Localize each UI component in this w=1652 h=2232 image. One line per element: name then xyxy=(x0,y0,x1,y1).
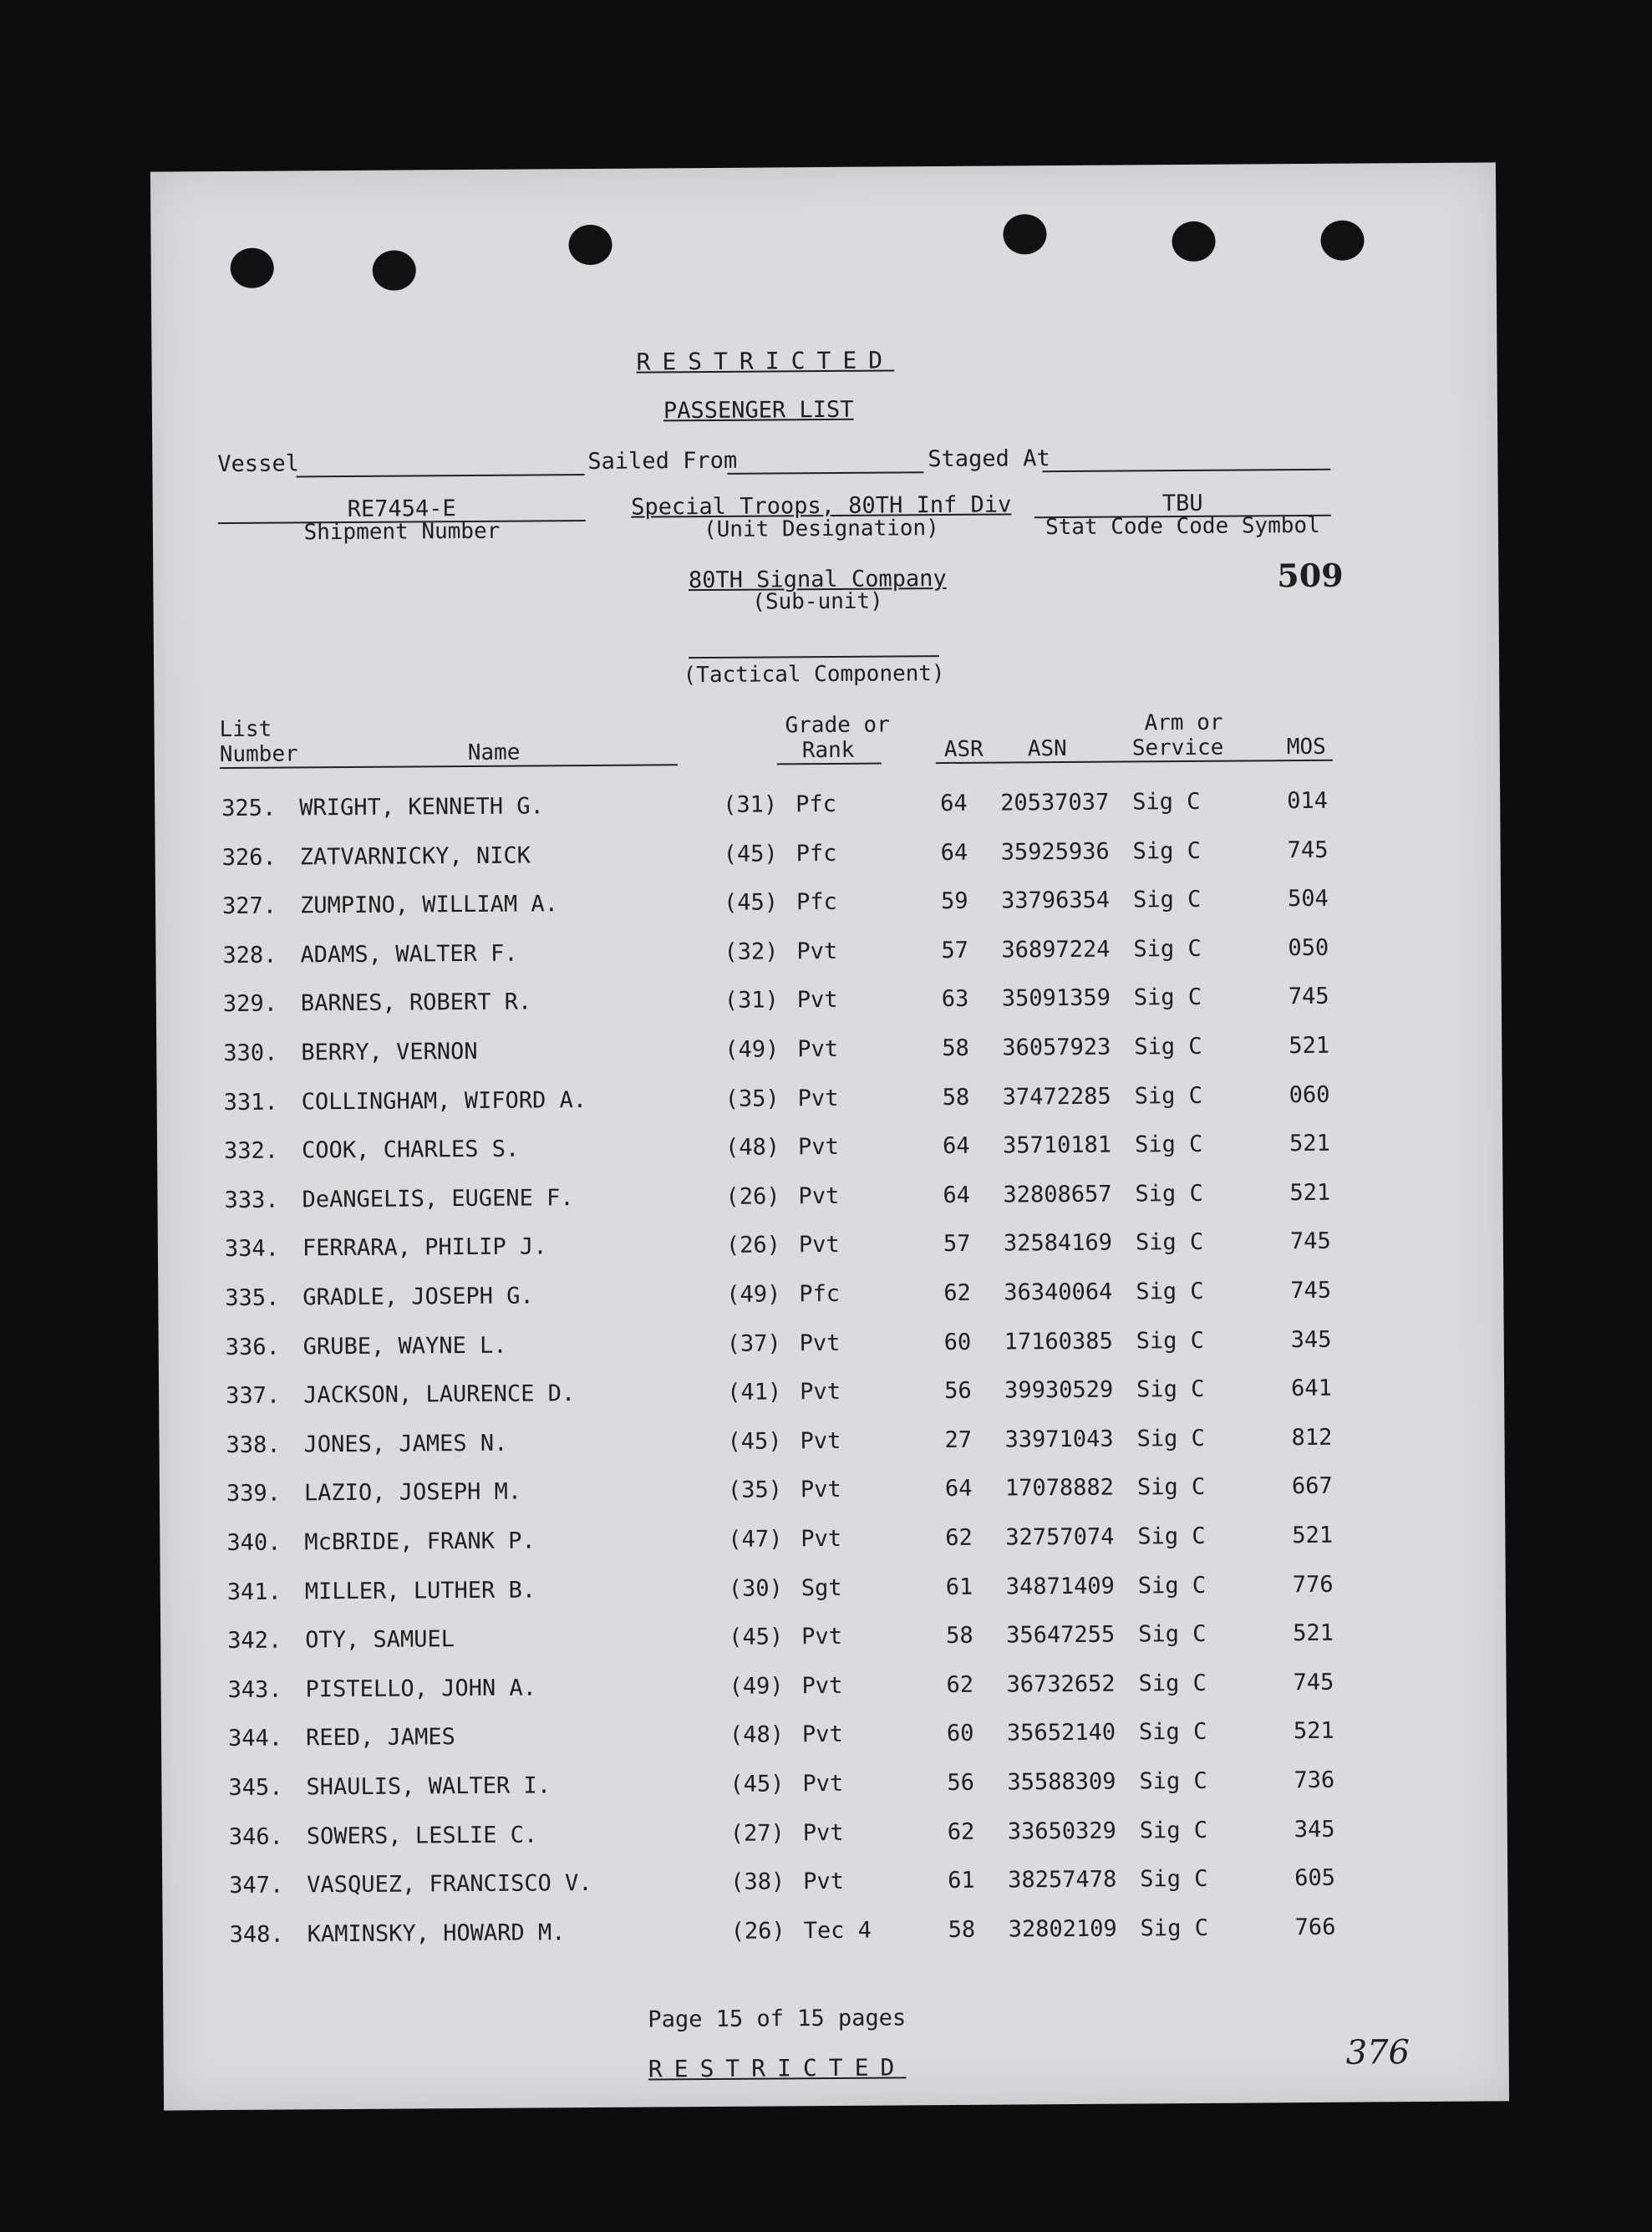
asn-cell: 36897224 xyxy=(1001,936,1111,963)
age-cell: (31) xyxy=(723,791,778,818)
grade-cell: Pvt xyxy=(801,1624,843,1650)
passenger-name-cell: OTY, SAMUEL xyxy=(305,1626,455,1654)
asr-cell: 62 xyxy=(943,1279,971,1307)
grade-cell: Pvt xyxy=(802,1819,844,1846)
table-row xyxy=(163,1913,1508,1955)
col-grade-2: Rank xyxy=(801,737,855,764)
grade-cell: Pvt xyxy=(800,1477,841,1503)
age-cell: (45) xyxy=(727,1428,782,1455)
asn-cell: 36340064 xyxy=(1004,1279,1113,1306)
col-asn: ASN xyxy=(1027,736,1067,762)
list-number-cell: 341. xyxy=(226,1579,282,1605)
code-symbol: TBU xyxy=(1161,490,1203,517)
grade-cell: Pvt xyxy=(796,987,838,1014)
mos-cell: 050 xyxy=(1288,934,1329,961)
arm-service-cell: Sig C xyxy=(1134,1131,1203,1158)
arm-service-cell: Sig C xyxy=(1138,1719,1207,1746)
grade-cell: Pvt xyxy=(802,1770,844,1797)
passenger-name-cell: VASQUEZ, FRANCISCO V. xyxy=(307,1870,592,1899)
grade-cell: Pvt xyxy=(797,1134,839,1161)
passenger-name-cell: GRUBE, WAYNE L. xyxy=(302,1332,507,1360)
passenger-name-cell: BARNES, ROBERT R. xyxy=(300,989,532,1017)
punch-hole xyxy=(568,225,612,265)
arm-service-cell: Sig C xyxy=(1135,1180,1203,1208)
staged-at-label: Staged At xyxy=(928,445,1050,473)
asr-cell: 57 xyxy=(943,1231,971,1258)
asr-cell: 59 xyxy=(940,888,968,915)
passenger-name-cell: FERRARA, PHILIP J. xyxy=(302,1233,547,1262)
age-cell: (35) xyxy=(727,1477,783,1504)
arm-service-cell: Sig C xyxy=(1132,887,1202,913)
passenger-name-cell: WRIGHT, KENNETH G. xyxy=(299,793,544,821)
mos-cell: 014 xyxy=(1287,787,1329,815)
table-row xyxy=(160,1570,1506,1613)
grade-cell: Pfc xyxy=(796,840,837,867)
age-cell: (48) xyxy=(724,1134,780,1162)
arm-service-cell: Sig C xyxy=(1138,1621,1207,1648)
document-title: PASSENGER LIST xyxy=(663,396,854,425)
asn-cell: 39930529 xyxy=(1004,1376,1114,1404)
age-cell: (30) xyxy=(728,1574,783,1602)
mos-cell: 745 xyxy=(1293,1669,1334,1696)
list-number-cell: 334. xyxy=(224,1235,280,1263)
asr-cell: 61 xyxy=(948,1867,975,1894)
age-cell: (32) xyxy=(724,938,779,965)
unit-designation: Special Troops, 80TH Inf Div xyxy=(631,491,1012,521)
list-number-cell: 333. xyxy=(224,1187,279,1213)
arm-service-cell: Sig C xyxy=(1137,1523,1206,1550)
list-number-cell: 340. xyxy=(226,1529,282,1557)
mos-cell: 060 xyxy=(1289,1081,1330,1108)
col-grade-1: Grade or xyxy=(785,712,890,739)
age-cell: (45) xyxy=(723,889,779,917)
sailed-from-label: Sailed From xyxy=(587,447,738,475)
table-row xyxy=(161,1766,1507,1808)
list-number-cell: 342. xyxy=(227,1627,282,1655)
list-number-cell: 325. xyxy=(221,795,277,822)
table-row xyxy=(158,1276,1503,1319)
sub-unit: 80TH Signal Company xyxy=(688,566,947,594)
arm-service-cell: Sig C xyxy=(1139,1817,1208,1844)
mos-cell: 504 xyxy=(1287,886,1329,913)
asn-cell: 17160385 xyxy=(1004,1328,1113,1355)
age-cell: (47) xyxy=(728,1526,783,1553)
table-row xyxy=(155,885,1501,928)
asr-cell: 58 xyxy=(942,1084,970,1111)
table-row xyxy=(155,933,1501,976)
grade-cell: Pfc xyxy=(796,791,837,818)
age-cell: (45) xyxy=(723,841,778,867)
arm-service-cell: Sig C xyxy=(1132,837,1202,865)
list-number-cell: 343. xyxy=(227,1676,282,1703)
document-page xyxy=(150,162,1509,2110)
asn-cell: 32802109 xyxy=(1008,1915,1117,1943)
list-number-cell: 328. xyxy=(222,942,277,969)
passenger-name-cell: SOWERS, LESLIE C. xyxy=(306,1822,538,1849)
grade-cell: Sgt xyxy=(801,1574,842,1601)
punch-hole xyxy=(1320,221,1364,261)
grade-cell: Pvt xyxy=(800,1427,841,1455)
grade-cell: Tec 4 xyxy=(803,1917,872,1945)
tactical-component-line xyxy=(689,655,939,658)
list-number-cell: 339. xyxy=(226,1480,282,1507)
asn-cell: 33796354 xyxy=(1000,887,1111,914)
arm-service-cell: Sig C xyxy=(1136,1376,1205,1403)
table-row xyxy=(155,786,1500,829)
mos-cell: 521 xyxy=(1289,1131,1330,1157)
mos-cell: 667 xyxy=(1291,1473,1333,1500)
age-cell: (31) xyxy=(724,987,780,1014)
asn-cell: 38257478 xyxy=(1008,1866,1117,1894)
arm-service-cell: Sig C xyxy=(1136,1474,1206,1501)
asn-cell: 20537037 xyxy=(1000,789,1110,816)
grade-cell: Pfc xyxy=(796,889,837,916)
table-row xyxy=(155,836,1501,878)
col-list-number-2: Number xyxy=(219,741,298,768)
mos-cell: 736 xyxy=(1294,1767,1335,1794)
arm-service-cell: Sig C xyxy=(1138,1670,1207,1697)
vessel-line xyxy=(296,474,584,477)
asn-cell: 35925936 xyxy=(1000,838,1110,866)
punch-hole xyxy=(231,248,274,288)
asn-cell: 35710181 xyxy=(1002,1131,1112,1159)
sailed-from-line xyxy=(727,471,923,475)
grade-cell: Pvt xyxy=(799,1330,841,1356)
arm-service-cell: Sig C xyxy=(1134,1033,1202,1060)
asr-cell: 58 xyxy=(948,1916,976,1943)
asr-cell: 62 xyxy=(946,1671,974,1698)
passenger-name-cell: SHAULIS, WALTER I. xyxy=(306,1772,552,1801)
asr-cell: 64 xyxy=(944,1476,973,1502)
shipment-number: RE7454-E xyxy=(347,496,456,523)
asn-cell: 35647255 xyxy=(1006,1621,1116,1649)
header-rule xyxy=(936,760,1333,764)
table-row xyxy=(161,1717,1507,1760)
passenger-name-cell: McBRIDE, FRANK P. xyxy=(304,1528,536,1556)
asr-cell: 60 xyxy=(946,1721,974,1747)
list-number-cell: 346. xyxy=(228,1823,283,1850)
mos-cell: 745 xyxy=(1287,836,1329,863)
grade-cell: Pvt xyxy=(798,1232,840,1258)
sub-unit-label: (Sub-unit) xyxy=(752,588,883,615)
stamp-number: 509 xyxy=(1277,556,1344,595)
classification-footer: RESTRICTED xyxy=(648,2053,907,2083)
passenger-name-cell: COLLINGHAM, WIFORD A. xyxy=(301,1086,587,1116)
mos-cell: 745 xyxy=(1288,984,1329,1010)
mos-cell: 766 xyxy=(1294,1914,1336,1940)
mos-cell: 776 xyxy=(1292,1571,1334,1598)
arm-service-cell: Sig C xyxy=(1135,1229,1204,1256)
asr-cell: 58 xyxy=(942,1035,969,1062)
age-cell: (27) xyxy=(729,1819,785,1847)
age-cell: (26) xyxy=(730,1918,785,1945)
asr-cell: 64 xyxy=(940,790,968,817)
asr-cell: 62 xyxy=(945,1524,973,1552)
passenger-name-cell: COOK, CHARLES S. xyxy=(301,1136,520,1164)
asr-cell: 57 xyxy=(941,937,969,963)
table-row xyxy=(160,1619,1506,1662)
passenger-name-cell: ZATVARNICKY, NICK xyxy=(299,842,531,871)
asn-cell: 36732652 xyxy=(1006,1670,1116,1698)
age-cell: (41) xyxy=(727,1379,782,1406)
table-row xyxy=(158,1228,1503,1270)
passenger-name-cell: DeANGELIS, EUGENE F. xyxy=(302,1184,574,1213)
mos-cell: 641 xyxy=(1291,1375,1333,1402)
asn-cell: 35652140 xyxy=(1006,1720,1116,1746)
list-number-cell: 348. xyxy=(229,1921,284,1948)
passenger-name-cell: REED, JAMES xyxy=(305,1724,455,1752)
handwritten-number: 376 xyxy=(1345,2033,1411,2072)
passenger-name-cell: MILLER, LUTHER B. xyxy=(304,1577,536,1604)
mos-cell: 521 xyxy=(1293,1619,1334,1647)
arm-service-cell: Sig C xyxy=(1133,984,1202,1011)
table-row xyxy=(160,1472,1505,1515)
arm-service-cell: Sig C xyxy=(1140,1914,1209,1942)
asr-cell: 62 xyxy=(947,1818,975,1845)
passenger-name-cell: KAMINSKY, HOWARD M. xyxy=(307,1919,566,1948)
grade-cell: Pvt xyxy=(796,938,838,965)
passenger-name-cell: ZUMPINO, WILLIAM A. xyxy=(299,891,559,919)
asn-cell: 34871409 xyxy=(1005,1573,1115,1600)
passenger-name-cell: ADAMS, WALTER F. xyxy=(300,940,518,969)
col-arm-1: Arm or xyxy=(1144,709,1223,736)
table-row xyxy=(162,1864,1507,1907)
mos-cell: 745 xyxy=(1290,1277,1332,1304)
age-cell: (48) xyxy=(729,1721,785,1749)
list-number-cell: 347. xyxy=(229,1872,284,1899)
asn-cell: 36057923 xyxy=(1002,1034,1111,1061)
col-list-number-1: List xyxy=(219,716,272,743)
table-row xyxy=(157,1080,1502,1123)
asr-cell: 63 xyxy=(941,986,969,1013)
passenger-name-cell: GRADLE, JOSEPH G. xyxy=(302,1283,534,1311)
list-number-cell: 345. xyxy=(228,1774,283,1802)
table-row xyxy=(162,1815,1507,1858)
mos-cell: 605 xyxy=(1294,1864,1336,1892)
arm-service-cell: Sig C xyxy=(1136,1327,1205,1355)
asn-cell: 17078882 xyxy=(1004,1475,1115,1502)
table-row xyxy=(157,1178,1502,1221)
grade-cell: Pvt xyxy=(801,1525,842,1553)
mos-cell: 812 xyxy=(1291,1424,1333,1451)
asn-cell: 32584169 xyxy=(1003,1230,1113,1257)
arm-service-cell: Sig C xyxy=(1132,788,1201,816)
vessel-label: Vessel xyxy=(217,450,300,478)
grade-cell: Pvt xyxy=(803,1868,845,1895)
arm-service-cell: Sig C xyxy=(1136,1425,1205,1452)
unit-designation-label: (Unit Designation) xyxy=(703,516,939,543)
asn-cell: 35588309 xyxy=(1007,1768,1116,1796)
col-arm-2: Service xyxy=(1131,735,1224,761)
asn-cell: 32808657 xyxy=(1003,1181,1112,1208)
age-cell: (37) xyxy=(726,1330,781,1357)
passenger-name-cell: BERRY, VERNON xyxy=(301,1038,478,1066)
age-cell: (45) xyxy=(729,1771,785,1797)
asr-cell: 64 xyxy=(942,1133,970,1160)
list-number-cell: 332. xyxy=(223,1137,279,1165)
asr-cell: 60 xyxy=(943,1329,972,1355)
arm-service-cell: Sig C xyxy=(1140,1866,1208,1893)
list-number-cell: 331. xyxy=(223,1089,278,1116)
grade-cell: Pvt xyxy=(797,1035,839,1063)
col-asr: ASR xyxy=(943,736,984,763)
grade-cell: Pvt xyxy=(801,1672,843,1700)
age-cell: (49) xyxy=(724,1036,780,1063)
table-row xyxy=(157,1130,1502,1172)
shipment-number-label: Shipment Number xyxy=(303,518,501,546)
punch-hole xyxy=(1172,221,1215,262)
list-number-cell: 335. xyxy=(225,1284,280,1312)
list-number-cell: 344. xyxy=(227,1725,283,1752)
mos-cell: 345 xyxy=(1290,1326,1332,1353)
age-cell: (26) xyxy=(725,1232,781,1259)
classification-header: RESTRICTED xyxy=(636,346,895,376)
asn-cell: 37472285 xyxy=(1002,1083,1111,1111)
table-row xyxy=(159,1423,1504,1466)
list-number-cell: 338. xyxy=(226,1431,281,1458)
mos-cell: 521 xyxy=(1289,1179,1331,1206)
asr-cell: 56 xyxy=(944,1378,972,1405)
asr-cell: 56 xyxy=(947,1769,975,1797)
asn-cell: 33971043 xyxy=(1004,1426,1114,1453)
age-cell: (26) xyxy=(725,1183,780,1210)
mos-cell: 521 xyxy=(1292,1522,1334,1549)
arm-service-cell: Sig C xyxy=(1133,935,1202,963)
list-number-cell: 329. xyxy=(222,991,278,1018)
list-number-cell: 327. xyxy=(221,892,277,920)
asn-cell: 32757074 xyxy=(1005,1523,1115,1551)
grade-cell: Pvt xyxy=(798,1182,840,1210)
table-row xyxy=(156,1031,1502,1074)
mos-cell: 345 xyxy=(1294,1816,1335,1843)
arm-service-cell: Sig C xyxy=(1139,1767,1207,1795)
arm-service-cell: Sig C xyxy=(1134,1082,1203,1110)
age-cell: (38) xyxy=(730,1868,785,1896)
mos-cell: 521 xyxy=(1289,1032,1330,1060)
age-cell: (35) xyxy=(724,1085,780,1112)
mos-cell: 521 xyxy=(1293,1718,1334,1745)
list-number-cell: 326. xyxy=(221,844,277,871)
age-cell: (49) xyxy=(726,1281,781,1308)
asn-cell: 35091359 xyxy=(1001,985,1111,1012)
grade-cell: Pvt xyxy=(801,1721,843,1748)
table-row xyxy=(159,1375,1504,1417)
staged-at-line xyxy=(1042,469,1330,472)
passenger-name-cell: PISTELLO, JOHN A. xyxy=(305,1675,537,1703)
age-cell: (45) xyxy=(729,1624,784,1651)
list-number-cell: 337. xyxy=(226,1382,281,1410)
table-row xyxy=(159,1325,1504,1368)
asr-cell: 58 xyxy=(946,1623,973,1650)
col-name: Name xyxy=(467,740,521,766)
grade-cell: Pvt xyxy=(797,1085,839,1111)
punch-hole xyxy=(373,250,416,290)
table-row xyxy=(160,1521,1505,1563)
asr-cell: 64 xyxy=(943,1182,971,1208)
page-indicator: Page 15 of 15 pages xyxy=(648,2005,907,2033)
asr-cell: 27 xyxy=(944,1426,973,1453)
col-mos: MOS xyxy=(1286,734,1326,760)
grade-cell: Pvt xyxy=(800,1379,841,1406)
asr-cell: 61 xyxy=(945,1574,973,1600)
passenger-name-cell: LAZIO, JOSEPH M. xyxy=(303,1478,522,1507)
passenger-name-cell: JACKSON, LAURENCE D. xyxy=(303,1380,576,1409)
list-number-cell: 336. xyxy=(225,1334,280,1360)
arm-service-cell: Sig C xyxy=(1136,1278,1204,1305)
asr-cell: 64 xyxy=(940,839,968,866)
tactical-component-label: (Tactical Component) xyxy=(683,661,945,689)
mos-cell: 745 xyxy=(1289,1228,1331,1255)
passenger-name-cell: JONES, JAMES N. xyxy=(303,1430,508,1458)
age-cell: (49) xyxy=(729,1673,784,1700)
grade-cell: Pfc xyxy=(799,1280,841,1308)
table-row xyxy=(161,1668,1507,1711)
arm-service-cell: Sig C xyxy=(1137,1572,1207,1599)
table-row xyxy=(156,983,1502,1025)
asn-cell: 33650329 xyxy=(1007,1818,1116,1845)
header-rule xyxy=(777,763,882,765)
code-symbol-label: Stat Code Code Symbol xyxy=(1045,512,1320,541)
list-number-cell: 330. xyxy=(223,1040,278,1067)
punch-hole xyxy=(1003,214,1046,254)
